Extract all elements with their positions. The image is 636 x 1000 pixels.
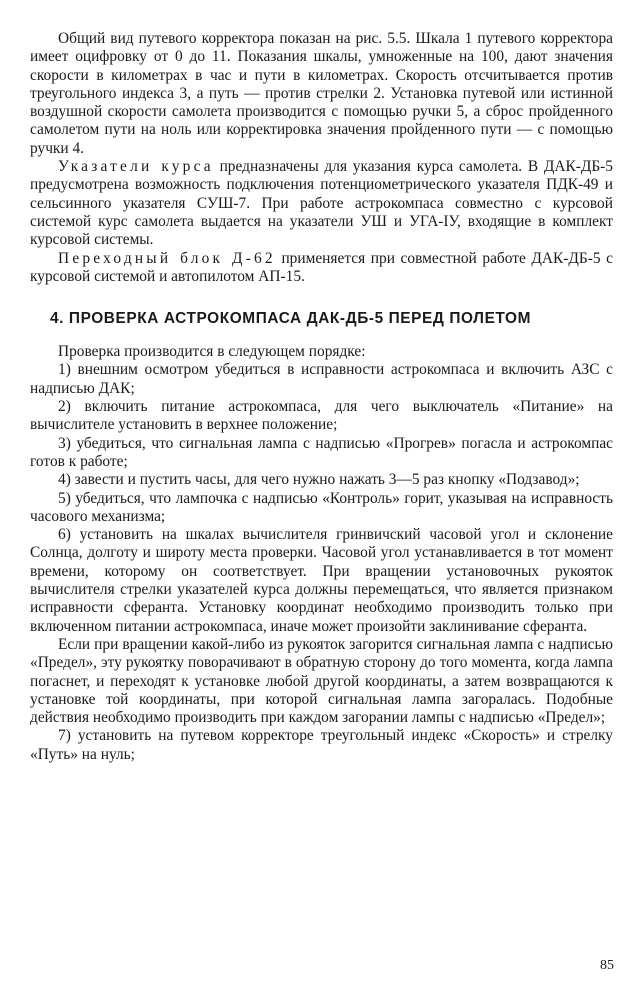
term-transition-block: Переходный блок Д-62 xyxy=(58,249,276,267)
list-item-step-3: 3) убедиться, что сигнальная лампа с надписью «Прогрев» погасла и астрокомпас готов к работе; xyxy=(30,434,613,470)
paragraph-transition-block-body: применяется при совместной работе ДАК-ДБ-5 с курсовой системой и автопилотом АП-15. xyxy=(30,249,613,285)
paragraph-check-intro: Проверка производится в следующем порядке: xyxy=(58,343,366,361)
paragraph-transition-block xyxy=(30,250,613,287)
list-item-step-7: 7) установить на путевом корректоре треугольный индекс «Скорость» и стрелку «Путь» на нуль; xyxy=(30,727,613,763)
term-course-indicators: Указатели курса xyxy=(58,158,214,176)
list-item-step-1: 1) внешним осмотром убедиться в исправности астрокомпаса и включить АЗС с надписью ДАК; xyxy=(30,361,613,397)
paragraph-course-indicators-body: предназначены для указания курса самолета. В ДАК-ДБ-5 предусмотрена возможность подключения потенциометрического указателя ПДК-49 и сельсинного указателя СУШ-7. При работе астрокомпаса совместно с курсовой системой курс самолета выдается на указатели УШ и УГА-IУ, входящие в комплект курсовой системы. xyxy=(30,158,614,249)
list-item-step-2: 2) включить питание астрокомпаса, для чего выключатель «Питание» на вычислителе установить в верхнее положение; xyxy=(30,398,613,434)
list-item-step-6: 6) установить на шкалах вычислителя гринвичский часовой угол и склонение Солнца, долготу и широту места проверки. Часовой угол устанавливается в тот момент времени, которому он соответствует. При вращении установочных рукояток вычислителя стрелки указателей курса должны перемещаться, что является признаком исправности сферанта. Установку координат необходимо производить только при включенном питании астрокомпаса, иначе может произойти заклинивание сферанта. xyxy=(30,526,613,635)
list-item-step-5: 5) убедиться, что лампочка с надписью «Контроль» горит, указывая на исправность часового механизма; xyxy=(30,489,613,525)
paragraph-course-corrector: Общий вид путевого корректора показан на рис. 5.5. Шкала 1 путевого корректора имеет оцифровку от 0 до 11. Показания шкалы, умноженные на 100, дают значения скорости в километрах в час и пути в километрах. Скорость отсчитывается против треугольного индекса 3, а путь — против стрелки 2. Установка путевой или истинной воздушной скорости самолета производится с помощью ручки 5, а сброс пройденного самолетом пути на ноль или корректировка значения пройденного пути — с помощью ручки 4. xyxy=(30,30,613,157)
section-heading: 4. ПРОВЕРКА АСТРОКОМПАСА ДАК-ДБ-5 ПЕРЕД ПОЛЕТОМ xyxy=(50,310,532,328)
list-item-step-4: 4) завести и пустить часы, для чего нужно нажать 3—5 раз кнопку «Подзавод»; xyxy=(58,471,580,489)
page-number: 85 xyxy=(600,958,614,973)
page-body xyxy=(30,30,613,764)
list-item-step-6-note: Если при вращении какой-либо из рукояток загорится сигнальная лампа с надписью «Предел», эту рукоятку поворачивают в обратную сторону до того момента, когда лампа погаснет, и переходят к установке любой другой координаты, а затем возвращаются к установке той координаты, при которой сигнальная лампа загоралась. Подобные действия необходимо производить при каждом загорании лампы с надписью «Предел»; xyxy=(30,635,613,727)
paragraph-course-indicators xyxy=(30,158,613,249)
